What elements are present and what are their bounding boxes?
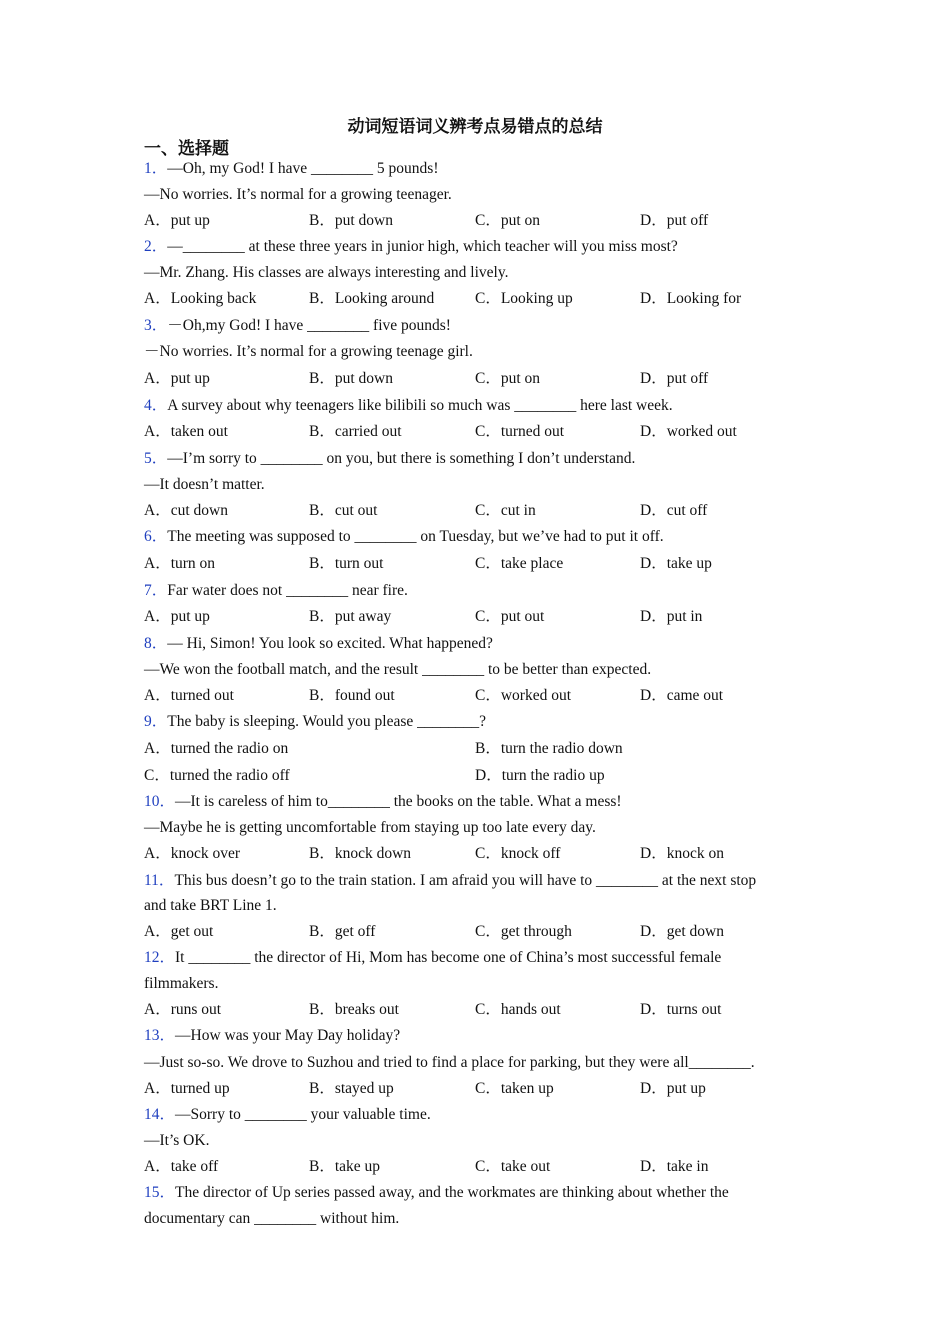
option-c[interactable]: C．cut in <box>475 502 536 519</box>
question-6 <box>144 527 812 547</box>
option-b[interactable]: B．Looking around <box>309 290 435 307</box>
option-a[interactable]: A．taken out <box>144 423 228 440</box>
option-c[interactable]: C．hands out <box>475 1001 561 1018</box>
question-15 <box>144 1183 812 1203</box>
question-text: —Sorry to ________ your valuable time. <box>175 1106 431 1123</box>
question-text: A survey about why teenagers like bilibili so much was ________ here last week. <box>167 397 673 414</box>
question-number: 1． <box>144 160 168 177</box>
question-text: Far water does not ________ near fire. <box>167 582 408 599</box>
question-number: 3． <box>144 317 168 334</box>
question-number: 9． <box>144 713 168 730</box>
question-text: —Oh, my God! I have ________ 5 pounds! <box>167 160 439 177</box>
option-d[interactable]: D．get down <box>640 923 724 940</box>
option-d[interactable]: D．worked out <box>640 423 737 440</box>
question-number: 8． <box>144 635 168 652</box>
question-text-line: —Maybe he is getting uncomfortable from staying up too late every day. <box>144 819 596 836</box>
question-text: It ________ the director of Hi, Mom has become one of China’s most successful female <box>175 949 722 966</box>
option-c[interactable]: C．worked out <box>475 687 572 704</box>
option-c[interactable]: C．put on <box>475 370 541 387</box>
question-number: 12． <box>144 949 176 966</box>
question-5 <box>144 449 812 469</box>
option-a[interactable]: A．turned out <box>144 687 234 704</box>
option-d[interactable]: D．cut off <box>640 502 708 519</box>
question-7 <box>144 581 812 601</box>
question-text-line: —Just so-so. We drove to Suzhou and tried to find a place for parking, but they were all________. <box>144 1054 755 1071</box>
option-b[interactable]: B．turn out <box>309 555 384 572</box>
option-a[interactable]: A．runs out <box>144 1001 222 1018</box>
question-1 <box>144 159 812 179</box>
question-text-line: documentary can ________ without him. <box>144 1210 400 1227</box>
question-12 <box>144 948 812 968</box>
option-c[interactable]: C．put out <box>475 608 545 625</box>
option-c[interactable]: C．get through <box>475 923 572 940</box>
question-text-line: —It’s OK. <box>144 1132 210 1149</box>
option-d[interactable]: D．came out <box>640 687 724 704</box>
option-c[interactable]: C．put on <box>475 212 541 229</box>
option-a[interactable]: A．put up <box>144 212 210 229</box>
option-a[interactable]: A．turned the radio on <box>144 740 289 757</box>
question-11 <box>144 871 812 891</box>
option-b[interactable]: B．cut out <box>309 502 378 519</box>
option-d[interactable]: D．put up <box>640 1080 706 1097</box>
option-c[interactable]: C．Looking up <box>475 290 573 307</box>
question-number: 13． <box>144 1027 176 1044</box>
option-b[interactable]: B．put away <box>309 608 392 625</box>
option-d[interactable]: D．put in <box>640 608 703 625</box>
question-text-line: and take BRT Line 1. <box>144 897 277 914</box>
question-number: 11． <box>144 872 175 889</box>
option-a[interactable]: A．cut down <box>144 502 228 519</box>
option-b[interactable]: B．put down <box>309 212 393 229</box>
section-heading: 一、选择题 <box>144 139 229 158</box>
question-text: The baby is sleeping. Would you please ________? <box>167 713 487 730</box>
question-number: 6． <box>144 528 168 545</box>
option-d[interactable]: D．Looking for <box>640 290 742 307</box>
option-d[interactable]: D．turn the radio up <box>475 767 605 784</box>
option-d[interactable]: D．put off <box>640 212 709 229</box>
question-text-line: —Mr. Zhang. His classes are always interesting and lively. <box>144 264 509 281</box>
option-c[interactable]: C．take place <box>475 555 564 572</box>
question-3 <box>144 316 812 336</box>
option-c[interactable]: C．turned the radio off <box>144 767 290 784</box>
option-c[interactable]: C．turned out <box>475 423 565 440</box>
option-b[interactable]: B．found out <box>309 687 395 704</box>
question-14 <box>144 1105 812 1125</box>
question-8 <box>144 634 812 654</box>
question-text: — Hi, Simon! You look so excited. What happened? <box>167 635 493 652</box>
option-d[interactable]: D．take up <box>640 555 712 572</box>
question-text: —I’m sorry to ________ on you, but there is something I don’t understand. <box>167 450 636 467</box>
question-text: —It is careless of him to________ the books on the table. What a mess! <box>175 793 622 810</box>
question-text: The meeting was supposed to ________ on Tuesday, but we’ve had to put it off. <box>167 528 664 545</box>
question-text: The director of Up series passed away, and the workmates are thinking about whether the <box>175 1184 729 1201</box>
question-text: —How was your May Day holiday? <box>175 1027 401 1044</box>
option-b[interactable]: B．take up <box>309 1158 381 1175</box>
question-number: 10． <box>144 793 176 810</box>
option-a[interactable]: A．turn on <box>144 555 216 572</box>
page-title: 动词短语词义辨考点易错点的总结 <box>347 117 603 136</box>
option-c[interactable]: C．take out <box>475 1158 551 1175</box>
question-text: —________ at these three years in junior high, which teacher will you miss most? <box>167 238 678 255</box>
question-number: 7． <box>144 582 168 599</box>
option-d[interactable]: D．knock on <box>640 845 724 862</box>
question-13 <box>144 1026 812 1046</box>
question-number: 15． <box>144 1184 176 1201</box>
question-number: 14． <box>144 1106 176 1123</box>
option-b[interactable]: B．breaks out <box>309 1001 399 1018</box>
option-b[interactable]: B．stayed up <box>309 1080 394 1097</box>
option-a[interactable]: A．get out <box>144 923 214 940</box>
question-text-line: —We won the football match, and the result ________ to be better than expected. <box>144 661 652 678</box>
question-number: 2． <box>144 238 168 255</box>
question-text: This bus doesn’t go to the train station. I am afraid you will have to ________ at the next stop <box>174 872 757 889</box>
question-text-line: —It doesn’t matter. <box>144 476 265 493</box>
option-b[interactable]: B．put down <box>309 370 393 387</box>
option-b[interactable]: B．knock down <box>309 845 412 862</box>
question-text-line: －No worries. It’s normal for a growing teenage girl. <box>144 343 473 360</box>
option-d[interactable]: D．turns out <box>640 1001 722 1018</box>
option-b[interactable]: B．turn the radio down <box>475 740 623 757</box>
option-a[interactable]: A．put up <box>144 608 210 625</box>
option-a[interactable]: A．take off <box>144 1158 219 1175</box>
question-text-line: —No worries. It’s normal for a growing teenager. <box>144 186 452 203</box>
question-2 <box>144 237 812 257</box>
option-b[interactable]: B．get off <box>309 923 376 940</box>
option-d[interactable]: D．take in <box>640 1158 709 1175</box>
question-10 <box>144 792 812 812</box>
option-a[interactable]: A．knock over <box>144 845 240 862</box>
option-c[interactable]: C．knock off <box>475 845 561 862</box>
option-a[interactable]: A．put up <box>144 370 210 387</box>
question-number: 4． <box>144 397 168 414</box>
option-d[interactable]: D．put off <box>640 370 709 387</box>
question-9 <box>144 712 812 732</box>
option-c[interactable]: C．taken up <box>475 1080 554 1097</box>
option-a[interactable]: A．Looking back <box>144 290 257 307</box>
question-4 <box>144 396 812 416</box>
option-a[interactable]: A．turned up <box>144 1080 230 1097</box>
question-text: －Oh,my God! I have ________ five pounds! <box>167 317 451 334</box>
option-b[interactable]: B．carried out <box>309 423 402 440</box>
question-number: 5． <box>144 450 168 467</box>
question-text-line: filmmakers. <box>144 975 219 992</box>
